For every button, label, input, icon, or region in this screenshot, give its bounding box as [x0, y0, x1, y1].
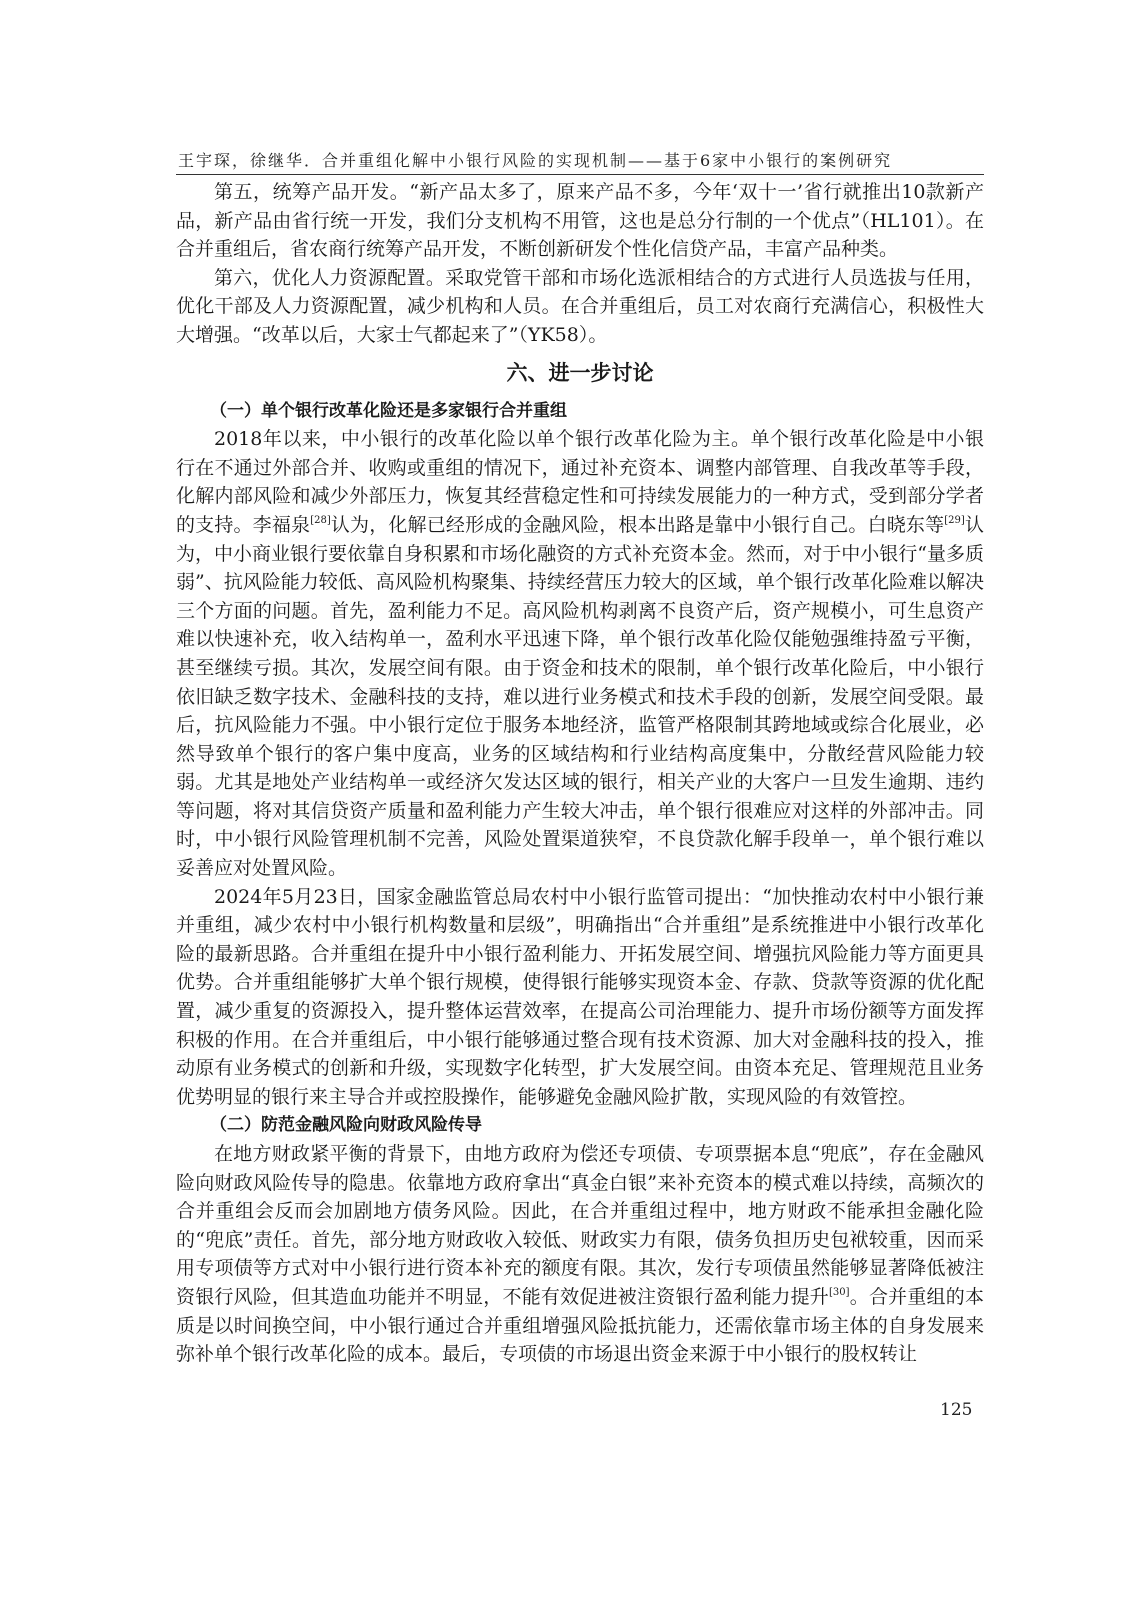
page-number: 125: [940, 1400, 973, 1420]
subsection-title-1: （一）单个银行改革化险还是多家银行合并重组: [210, 400, 567, 421]
paragraph-human-resources: 第六，优化人力资源配置。采取党管干部和市场化选派相结合的方式进行人员选拔与任用，优化干部及人力资源配置，减少机构和人员。在合并重组后，员工对农商行充满信心，积极性大大增强。“改革以后，大家士气都起来了”（YK58）。: [176, 266, 984, 346]
paragraph-merger-advantages: 2024年5月23日，国家金融监管总局农村中小银行监管司提出：“加快推动农村中小银行兼并重组，减少农村中小银行机构数量和层级”，明确指出“合并重组”是系统推进中小银行改革化险的最新思路。合并重组在提升中小银行盈利能力、开拓发展空间、增强抗风险能力等方面更具优势。合并重组能够扩大单个银行规模，使得银行能够实现资本金、存款、贷款等资源的优化配置，减少重复的资源投入，提升整体运营效率，在提高公司治理能力、提升市场份额等方面发挥积极的作用。在合并重组后，中小银行能够通过整合现有技术资源、加大对金融科技的投入，推动原有业务模式的创新和升级，实现数字化转型，扩大发展空间。由资本充足、管理规范且业务优势明显的银行来主导合并或控股操作，能够避免金融风险扩散，实现风险的有效管控。: [176, 885, 984, 1108]
paragraph-text: 2018年以来，中小银行的改革化险以单个银行改革化险为主。单个银行改革化险是中小银行在不通过外部合并、收购或重组的情况下，通过补充资本、调整内部管理、自我改革等手段，化解内部风险和减少外部压力，恢复其经营稳定性和可持续发展能力的一种方式，受到部分学者的支持。李福泉: [176, 428, 984, 536]
paragraph-text: 认为，中小商业银行要依靠自身积累和市场化融资的方式补充资本金。然而，对于中小银行“量多质弱”、抗风险能力较低、高风险机构聚集、持续经营压力较大的区域，单个银行改革化险难以解决三个方面的问题。首先，盈利能力不足。高风险机构剥离不良资产后，资产规模小，可生息资产难以快速补充，收入结构单一，盈利水平迅速下降，单个银行改革化险仅能勉强维持盈亏平衡，甚至继续亏损。其次，发展空间有限。由于资金和技术的限制，单个银行改革化险后，中小银行依旧缺乏数字技术、金融科技的支持，难以进行业务模式和技术手段的创新，发展空间受限。最后，抗风险能力不强。中小银行定位于服务本地经济，监管严格限制其跨地域或综合化展业，必然导致单个银行的客户集中度高，业务的区域结构和行业结构高度集中，分散经营风险能力较弱。尤其是地处产业结构单一或经济欠发达区域的银行，相关产业的大客户一旦发生逾期、违约等问题，将对其信贷资产质量和盈利能力产生较大冲击，单个银行很难应对这样的外部冲击。同时，中小银行风险管理机制不完善，风险处置渠道狭窄，不良贷款化解手段单一，单个银行难以妥善应对处置风险。: [176, 513, 984, 880]
subsection-title-2: （二）防范金融风险向财政风险传导: [210, 1115, 482, 1136]
paragraph-text: 。合并重组的本质是以时间换空间，中小银行通过合并重组增强风险抵抗能力，还需依靠市场主体的自身发展来弥补单个银行改革化险的成本。最后，专项债的市场退出资金来源于中小银行的股权转让: [176, 1285, 984, 1366]
paragraph-single-bank-reform: [176, 425, 984, 883]
paragraph-product-development: 第五，统筹产品开发。“新产品太多了，原来产品不多，今年‘双十一’省行就推出10款新产品，新产品由省行统一开发，我们分支机构不用管，这也是总分行制的一个优点”（HL101）。在合并重组后，省农商行统筹产品开发，不断创新研发个性化信贷产品，丰富产品种类。: [176, 181, 984, 261]
paragraph-text: 认为，化解已经形成的金融风险，根本出路是靠中小银行自己。白晓东等: [330, 513, 945, 536]
citation-29: [29]: [944, 514, 965, 526]
paragraph-text: 在地方财政紧平衡的背景下，由地方政府为偿还专项债、专项票据本息“兜底”，存在金融风险向财政风险传导的隐患。依靠地方政府拿出“真金白银”来补充资本的模式难以持续，高频次的合并重组会反而会加剧地方债务风险。因此，在合并重组过程中，地方财政不能承担金融化险的“兜底”责任。首先，部分地方财政收入较低、财政实力有限，债务负担历史包袱较重，因而采用专项债等方式对中小银行进行资本补充的额度有限。其次，发行专项债虽然能够显著降低被注资银行风险，但其造血功能并不明显，不能有效促进被注资银行盈利能力提升: [176, 1143, 984, 1308]
section-title: 六、进一步讨论: [506, 360, 654, 385]
running-header: 王宇琛，徐继华．合并重组化解中小银行风险的实现机制——基于6家中小银行的案例研究: [178, 151, 893, 170]
header-rule: [176, 174, 984, 175]
citation-30: [30]: [829, 1286, 850, 1298]
article-body: [176, 178, 984, 1369]
paragraph-fiscal-risk: [176, 1140, 984, 1369]
citation-28: [28]: [310, 514, 331, 526]
